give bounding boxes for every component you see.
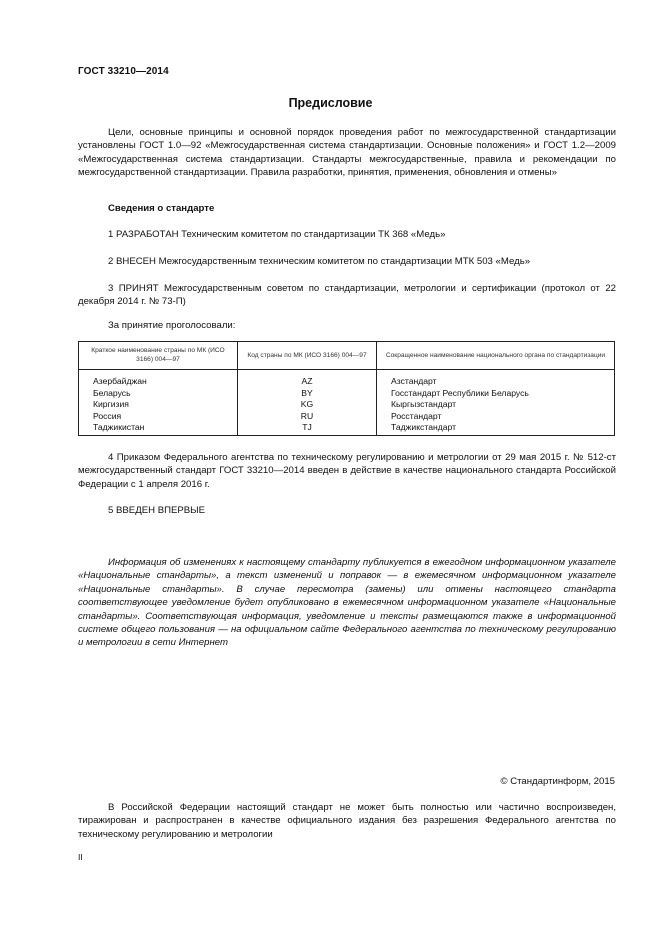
item-3-adopted: 3 ПРИНЯТ Межгосударственным советом по стандартизации, метрологии и сертификации (протокол от 22 декабря 2014 г. № 73-П) [78,283,616,308]
table-row [79,411,615,423]
column-header-country: Краткое наименование страны по МК (ИСО 3166) 004—97 [79,342,238,370]
table-row [79,388,615,400]
body-cell: Кыргызстандарт [377,399,615,411]
country-cell: Азербайджан [79,370,238,388]
country-cell: Россия [79,411,238,423]
country-cell: Беларусь [79,388,238,400]
changes-notice: Информация об изменениях к настоящему стандарту публикуется в ежегодном информационном указателе «Национальные стандарты», а текст изменений и поправок — в ежемесячном информационном указателе «Национальные стандарты». В случае пересмотра (замены) или отмены настоящего стандарта соответствующее уведомление будет опубликовано в ежемесячном информационном указателе «Национальные стандарты». Соответствующая информация, уведомление и тексты размещаются также в информационной системе общего пользования — на официальном сайте Федерального агентства по техническому регулированию и метрологии в сети Интернет [78,557,616,649]
body-cell: Таджикстандарт [377,422,615,435]
document-id-header: ГОСТ 33210—2014 [78,66,169,77]
body-cell: Росстандарт [377,411,615,423]
page-number: II [78,852,83,862]
item-2-introduced: 2 ВНЕСЕН Межгосударственным техническим комитетом по стандартизации МТК 503 «Медь» [108,256,531,267]
item-1-developed: 1 РАЗРАБОТАН Техническим комитетом по стандартизации ТК 368 «Медь» [108,229,446,240]
voted-label: За принятие проголосовали: [108,320,236,331]
code-cell: RU [238,411,377,423]
column-header-code: Код страны по МК (ИСО 3166) 004—97 [238,342,377,370]
code-cell: BY [238,388,377,400]
item-4-order: 4 Приказом Федерального агентства по техническому регулированию и метрологии от 29 мая 2015 г. № 512-ст межгосударственный стандарт ГОСТ 33210—2014 введен в действие в качестве национального стандарта Российской Федерации с 1 апреля 2016 г. [78,452,616,490]
item-5-first-introduced: 5 ВВЕДЕН ВПЕРВЫЕ [108,505,206,516]
column-header-body: Сокращенное наименование национального органа по стандартизации [377,342,615,370]
code-cell: KG [238,399,377,411]
preface-paragraph: Цели, основные принципы и основной порядок проведения работ по межгосударственной стандартизации установлены ГОСТ 1.0—92 «Межгосударственная система стандартизации. Основные положения» и ГОСТ 1.2—2009 «Межгосударственная система стандартизации. Стандарты межгосударственные, правила и рекомендации по межгосударственной стандартизации. Правила разработки, принятия, применения, обновления и отмены» [78,127,616,179]
body-cell: Госстандарт Республики Беларусь [377,388,615,400]
table-row [79,399,615,411]
standard-info-heading: Сведения о стандарте [108,203,215,214]
code-cell: AZ [238,370,377,388]
voting-countries-table [78,341,615,436]
page-title: Предисловие [288,96,373,110]
table-row [79,370,615,388]
body-cell: Азстандарт [377,370,615,388]
country-cell: Таджикистан [79,422,238,435]
table-header-row [79,342,615,370]
code-cell: TJ [238,422,377,435]
country-cell: Киргизия [79,399,238,411]
reproduction-rights: В Российской Федерации настоящий стандарт не может быть полностью или частично воспроизведен, тиражирован и распространен в качестве официального издания без разрешения Федерального агентства по техническому регулированию и метрологии [78,802,616,840]
copyright: © Стандартинформ, 2015 [500,776,615,787]
table-row [79,422,615,435]
